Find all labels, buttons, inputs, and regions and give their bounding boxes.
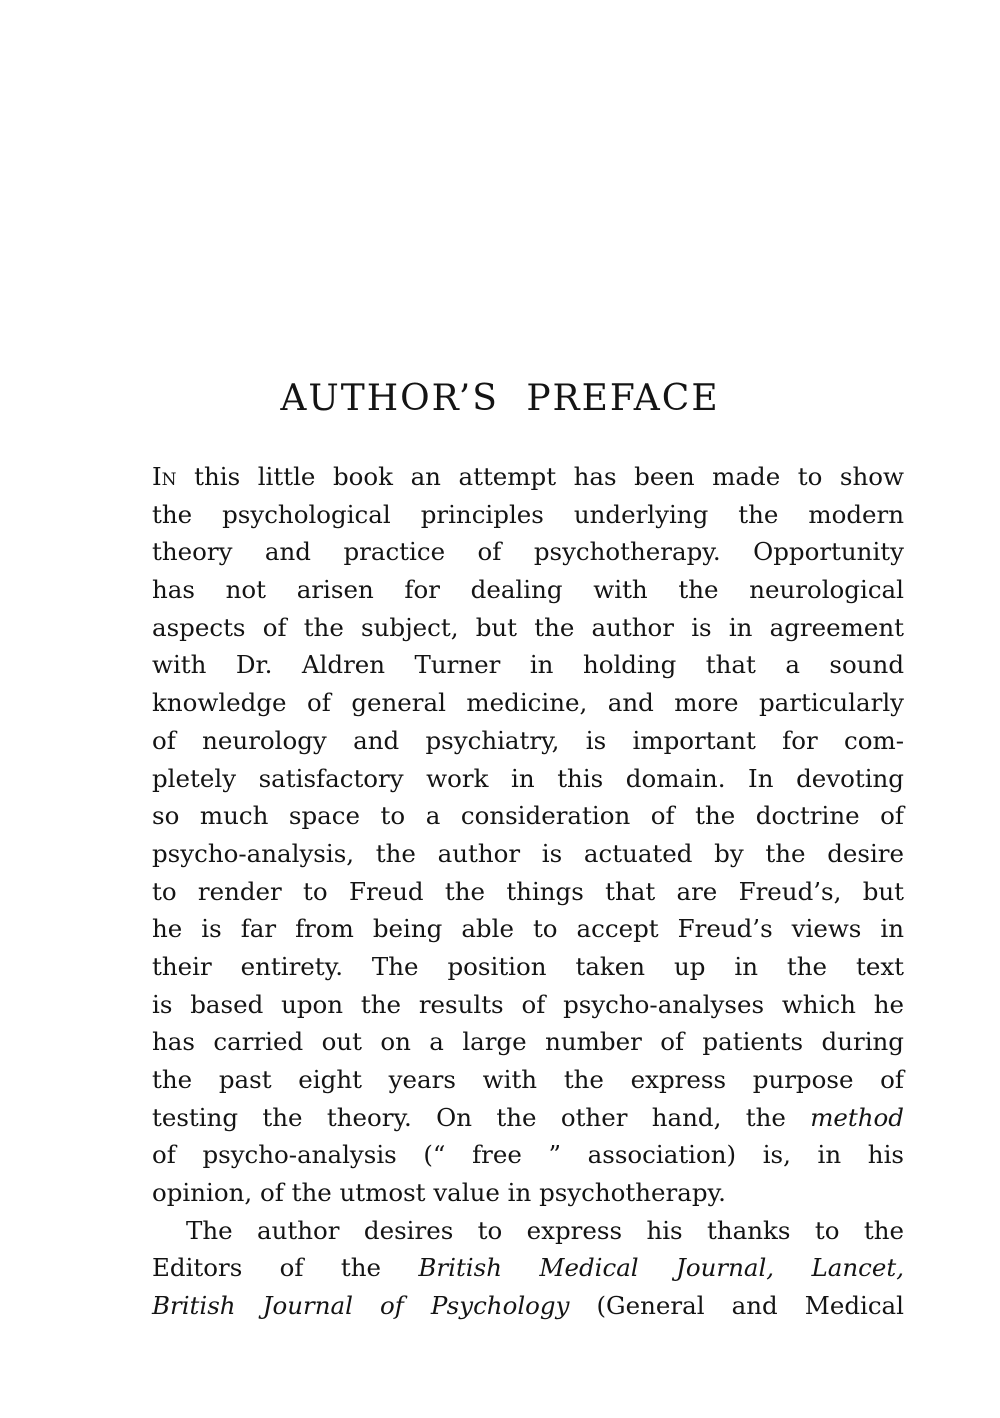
text-line: their entirety. The position taken up in the text	[152, 951, 904, 981]
text-line: is based upon the results of psycho-analyses which he	[152, 989, 904, 1019]
paragraph-2	[152, 1212, 904, 1325]
text-line: so much space to a consideration of the doctrine of	[152, 801, 904, 831]
text-line: he is far from being able to accept Freud’s views in	[152, 914, 904, 944]
line-text: this little book an attempt has been made to show	[176, 462, 904, 491]
text-line	[152, 1287, 904, 1325]
text-line: of neurology and psychiatry, is important for com-	[152, 725, 904, 755]
page-title: AUTHOR’S PREFACE	[280, 378, 720, 419]
text-line: pletely satisfactory work in this domain. In devoting	[152, 763, 904, 793]
journal-titles: British Medical Journal, Lancet,	[418, 1253, 904, 1283]
text-line: the past eight years with the express purpose of	[152, 1065, 904, 1094]
preface-body	[152, 458, 904, 1325]
text-line: psycho-analysis, the author is actuated by the desire	[152, 838, 904, 868]
text-line: has not arisen for dealing with the neurological	[152, 575, 904, 605]
dropcap-word: In	[152, 462, 177, 491]
italic-emphasis: method	[810, 1102, 904, 1132]
text-line	[152, 1099, 904, 1137]
paragraph-1	[152, 458, 904, 1212]
text-line	[152, 1249, 904, 1287]
text-line: opinion, of the utmost value in psychotherapy.	[152, 1178, 726, 1208]
text-line: knowledge of general medicine, and more particularly	[152, 688, 904, 718]
line-text: (General and Medical	[569, 1291, 905, 1321]
text-line: aspects of the subject, but the author is in agreement	[152, 612, 904, 642]
text-line: of psycho-analysis (“ free ” association) is, in his	[152, 1140, 904, 1170]
text-line: the psychological principles underlying the modern	[152, 499, 904, 529]
line-text: testing the theory. On the other hand, the	[152, 1102, 811, 1132]
text-line: to render to Freud the things that are Freud’s, but	[152, 876, 904, 906]
text-line	[152, 458, 904, 496]
text-line: theory and practice of psychotherapy. Opportunity	[152, 537, 904, 567]
text-line: has carried out on a large number of patients during	[152, 1027, 904, 1057]
text-line: The author desires to express his thanks to the	[186, 1215, 904, 1245]
text-line: with Dr. Aldren Turner in holding that a sound	[152, 650, 904, 680]
line-text: Editors of the	[152, 1253, 419, 1283]
journal-title: British Journal of Psychology	[152, 1291, 570, 1321]
